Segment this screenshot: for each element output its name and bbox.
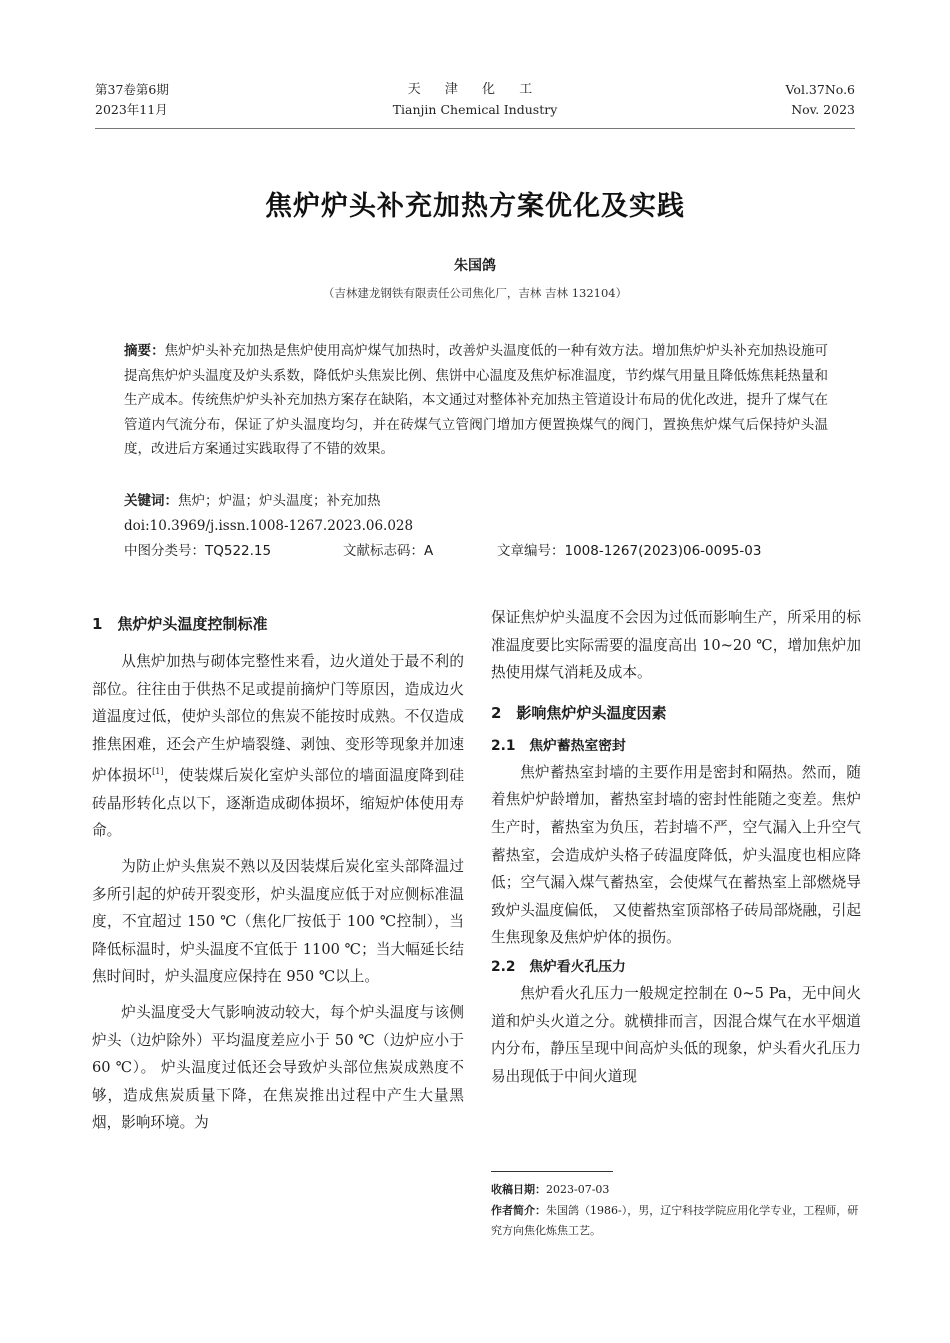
- running-header-right: [786, 80, 855, 120]
- right-column: [491, 604, 861, 1090]
- running-header-center: [300, 80, 650, 120]
- left-column: [92, 610, 464, 1137]
- section-2-heading: 2 影响焦炉炉头温度因素: [491, 703, 667, 722]
- footnote-author-bio: [491, 1201, 863, 1241]
- received-label: 收稿日期：: [491, 1183, 546, 1196]
- author-name: 朱国鸽: [454, 258, 496, 274]
- journal-name-cn: 天 津 化 工: [407, 82, 543, 97]
- abstract: [124, 339, 828, 462]
- section-2-2-heading: 2.2 焦炉看火孔压力: [491, 958, 626, 975]
- section-1-paragraph-3-continued: 保证焦炉炉头温度不会因为过低而影响生产，所采用的标准温度要比实际需要的温度高出 10~20 ℃，增加焦炉加热使用煤气消耗及成本。: [491, 609, 861, 682]
- publication-date: 2023年11月: [95, 102, 168, 117]
- author-affiliation: （吉林建龙钢铁有限责任公司焦化厂，吉林 吉林 132104）: [322, 286, 628, 300]
- header-rule: [95, 128, 855, 129]
- bio-label: 作者简介：: [491, 1204, 546, 1217]
- section-1-paragraph-2: 为防止炉头焦炭不熟以及因装煤后炭化室头部降温过多所引起的炉砖开裂变形，炉头温度应低于对应侧标准温度，不宜超过 150 ℃（焦化厂按低于 100 ℃控制），当降低标温时，炉头温度不宜低于 1100 ℃；当大幅延长结焦时间时，炉头温度应保持在 950 ℃以上。: [92, 858, 464, 986]
- footnote-rule: [491, 1171, 613, 1172]
- document-code: 文献标志码：A: [343, 543, 434, 559]
- keywords-text: 焦炉；炉温；炉头温度；补充加热: [178, 493, 381, 509]
- received-date: 2023-07-03: [546, 1183, 610, 1196]
- article-number: 文章编号：1008-1267(2023)06-0095-03: [497, 543, 762, 559]
- running-header-left: [95, 80, 169, 120]
- abstract-text: 焦炉炉头补充加热是焦炉使用高炉煤气加热时，改善炉头温度低的一种有效方法。增加焦炉炉头补充加热设施可提高焦炉炉头温度及炉头系数，降低炉头焦炭比例、焦饼中心温度及焦炉标准温度，节约煤气用量且降低炼焦耗热量和生产成本。传统焦炉炉头补充加热方案存在缺陷，本文通过对整体补充加热主管道设计布局的优化改进，提升了煤气在管道内气流分布，保证了炉头温度均匀，并在砖煤气立管阀门增加方便置换煤气的阀门，置换焦炉煤气后保持炉头温度，改进后方案通过实践取得了不错的效果。: [124, 343, 829, 457]
- section-2-1-heading: 2.1 焦炉蓄热室密封: [491, 737, 626, 754]
- journal-name-en: Tianjin Chemical Industry: [392, 102, 558, 117]
- section-1-paragraph-3: 炉头温度受大气影响波动较大，每个炉头温度与该侧炉头（边炉除外）平均温度差应小于 50 ℃（边炉应小于 60 ℃）。 炉头温度过低还会导致炉头部位焦炭成熟度不够，造成焦炭质量下降，在焦炭推出过程中产生大量黑烟，影响环境。为: [92, 1003, 464, 1132]
- section-2-2-paragraph: 焦炉看火孔压力一般规定控制在 0~5 Pa，无中间火道和炉头火道之分。就横排而言，因混合煤气在水平烟道内分布，静压呈现中间高炉头低的现象，炉头看火孔压力易出现低于中间火道现: [491, 984, 861, 1085]
- volume-issue: 第37卷第6期: [95, 82, 169, 97]
- section-2-1-paragraph: 焦炉蓄热室封墙的主要作用是密封和隔热。然而，随着焦炉炉龄增加，蓄热室封墙的密封性能随之变差。焦炉生产时，蓄热室为负压，若封墙不严，空气漏入上升空气蓄热室，会造成炉头格子砖温度降低，炉头温度也相应降低；空气漏入煤气蓄热室，会使煤气在蓄热室上部燃烧导致炉头温度偏低， 又使蓄热室顶部格子砖局部烧融，引起生焦现象及焦炉炉体的损伤。: [491, 763, 861, 947]
- abstract-label: 摘要：: [124, 343, 165, 359]
- bio-text: 朱国鸽（1986-），男，辽宁科技学院应用化学专业，工程师，研究方向焦化炼焦工艺。: [491, 1204, 859, 1237]
- section-1-heading: 1 焦炉炉头温度控制标准: [92, 615, 268, 633]
- keywords-label: 关键词：: [124, 493, 178, 509]
- doi: doi:10.3969/j.issn.1008-1267.2023.06.028: [124, 518, 414, 534]
- paper-title: 焦炉炉头补充加热方案优化及实践: [265, 191, 685, 222]
- footnote-received: [491, 1180, 863, 1200]
- volume-issue-en: Vol.37No.6: [785, 82, 855, 97]
- keywords: [124, 489, 828, 513]
- publication-date-en: Nov. 2023: [791, 102, 855, 117]
- section-1-paragraph-1: 从焦炉加热与砌体完整性来看，边火道处于最不利的部位。往往由于供热不足或提前摘炉门等原因，造成边火道温度过低，使炉头部位的焦炭不能按时成熟。不仅造成推焦困难，还会产生炉墙裂缝、剥蚀、变形等现象并加速炉体损坏[1]，使装煤后炭化室炉头部位的墙面温度降到硅砖晶形转化点以下，逐渐造成砌体损坏，缩短炉体使用寿命。: [92, 653, 464, 840]
- citation-1: [1]: [152, 767, 164, 777]
- clc-number: 中图分类号：TQ522.15: [124, 543, 272, 559]
